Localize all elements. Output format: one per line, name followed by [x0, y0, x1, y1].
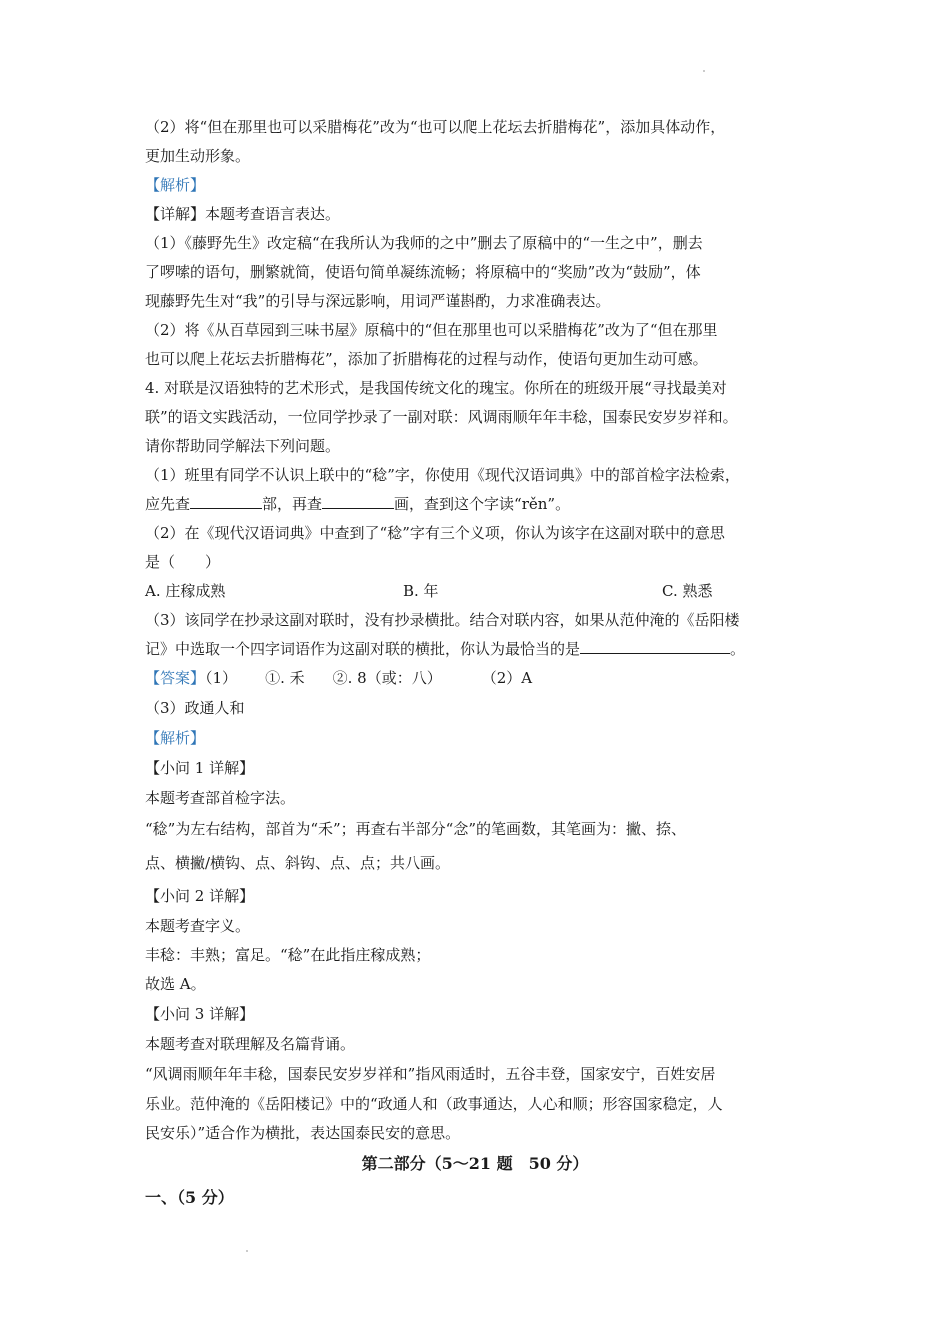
page-mark-dot	[246, 1250, 248, 1252]
text-line: 民安乐）”适合作为横批，表达国泰民安的意思。	[145, 1124, 461, 1142]
text-line: 也可以爬上花坛去折腊梅花”，添加了折腊梅花的过程与动作，使语句更加生动可感。	[145, 350, 708, 368]
text-line: 现藤野先生对“我”的引导与深远影响，用词严谨斟酌，力求准确表达。	[145, 292, 611, 310]
answer-blank-radical[interactable]	[190, 494, 262, 509]
text-line: 乐业。范仲淹的《岳阳楼记》中的“政通人和（政事通达，人心和顺；形容国家稳定，人	[145, 1095, 723, 1113]
text-line: 本题考查部首检字法。	[145, 789, 296, 807]
text-line: 联”的语文实践活动，一位同学抄录了一副对联：风调雨顺年年丰稔，国泰民安岁岁祥和。	[145, 408, 738, 426]
question-4-stem: 4. 对联是汉语独特的艺术形式，是我国传统文化的瑰宝。你所在的班级开展“寻找最美对	[145, 379, 727, 397]
text-line: 了啰嗦的语句，删繁就简，使语句简单凝练流畅；将原稿中的“奖励”改为“鼓励”，体	[145, 263, 701, 281]
section-heading: 一、（5 分）	[145, 1188, 234, 1207]
fill-blank-line: 应先查 部，再查 画，查到这个字读“rěn”。	[145, 495, 571, 513]
text-line: 请你帮助同学解法下列问题。	[145, 437, 341, 455]
text-line: （1）《藤野先生》改定稿“在我所认为我师的之中”删去了原稿中的“一生之中”，删去	[145, 234, 703, 252]
text-line: 【详解】本题考查语言表达。	[145, 205, 341, 223]
text-line: （2）在《现代汉语词典》中查到了“稔”字有三个义项，你认为该字在这副对联中的意思	[145, 524, 725, 542]
sub-question-heading: 【小问 3 详解】	[145, 1005, 255, 1023]
part-heading: 第二部分（5～21 题 50 分）	[361, 1154, 589, 1173]
analysis-label: 【解析】	[145, 729, 206, 747]
text-line: （1）班里有同学不认识上联中的“稔”字，你使用《现代汉语词典》中的部首检字法检索，	[145, 466, 740, 484]
analysis-label: 【解析】	[145, 176, 206, 194]
text-line: 丰稔：丰熟；富足。“稔”在此指庄稼成熟；	[145, 946, 431, 964]
text-line: “稔”为左右结构，部首为“禾”；再查右半部分“念”的笔画数，其笔画为：撇、捺、	[145, 820, 687, 838]
option-a: A. 庄稼成熟	[145, 582, 226, 600]
text-line: “风调雨顺年年丰稔，国泰民安岁岁祥和”指风雨适时，五谷丰登，国家安宁，百姓安居	[145, 1065, 716, 1083]
sub-question-heading: 【小问 2 详解】	[145, 887, 255, 905]
fill-blank-line: 记》中选取一个四字词语作为这副对联的横批，你认为最恰当的是 。	[145, 640, 746, 658]
text-line: （2）将《从百草园到三味书屋》原稿中的“但在那里也可以采腊梅花”改为了“但在那里	[145, 321, 718, 339]
answer-label: 【答案】	[145, 669, 206, 687]
text-line: 点、横撇/横钩、点、斜钩、点、点；共八画。	[145, 854, 451, 872]
text-line: 是（ ）	[145, 553, 221, 571]
text-line: （3）该同学在抄录这副对联时，没有抄录横批。结合对联内容，如果从范仲淹的《岳阳楼	[145, 611, 740, 629]
option-c: C. 熟悉	[662, 582, 713, 600]
text-line: 本题考查字义。	[145, 917, 251, 935]
sub-question-heading: 【小问 1 详解】	[145, 759, 255, 777]
answer-blank-banner[interactable]	[580, 639, 730, 654]
text-line: 故选 A。	[145, 975, 206, 993]
text-line: （3）政通人和	[145, 699, 245, 717]
text-line: 本题考查对联理解及名篇背诵。	[145, 1035, 356, 1053]
answer-blank-strokes[interactable]	[322, 494, 394, 509]
text-line: 更加生动形象。	[145, 147, 251, 165]
answer-line: 【答案】（1） ①. 禾 ②. 8（或：八） （2）A	[145, 669, 533, 687]
text-line: （2）将“但在那里也可以采腊梅花”改为“也可以爬上花坛去折腊梅花”，添加具体动作，	[145, 118, 726, 136]
option-b: B. 年	[403, 582, 439, 600]
page-mark-dot	[703, 70, 705, 72]
